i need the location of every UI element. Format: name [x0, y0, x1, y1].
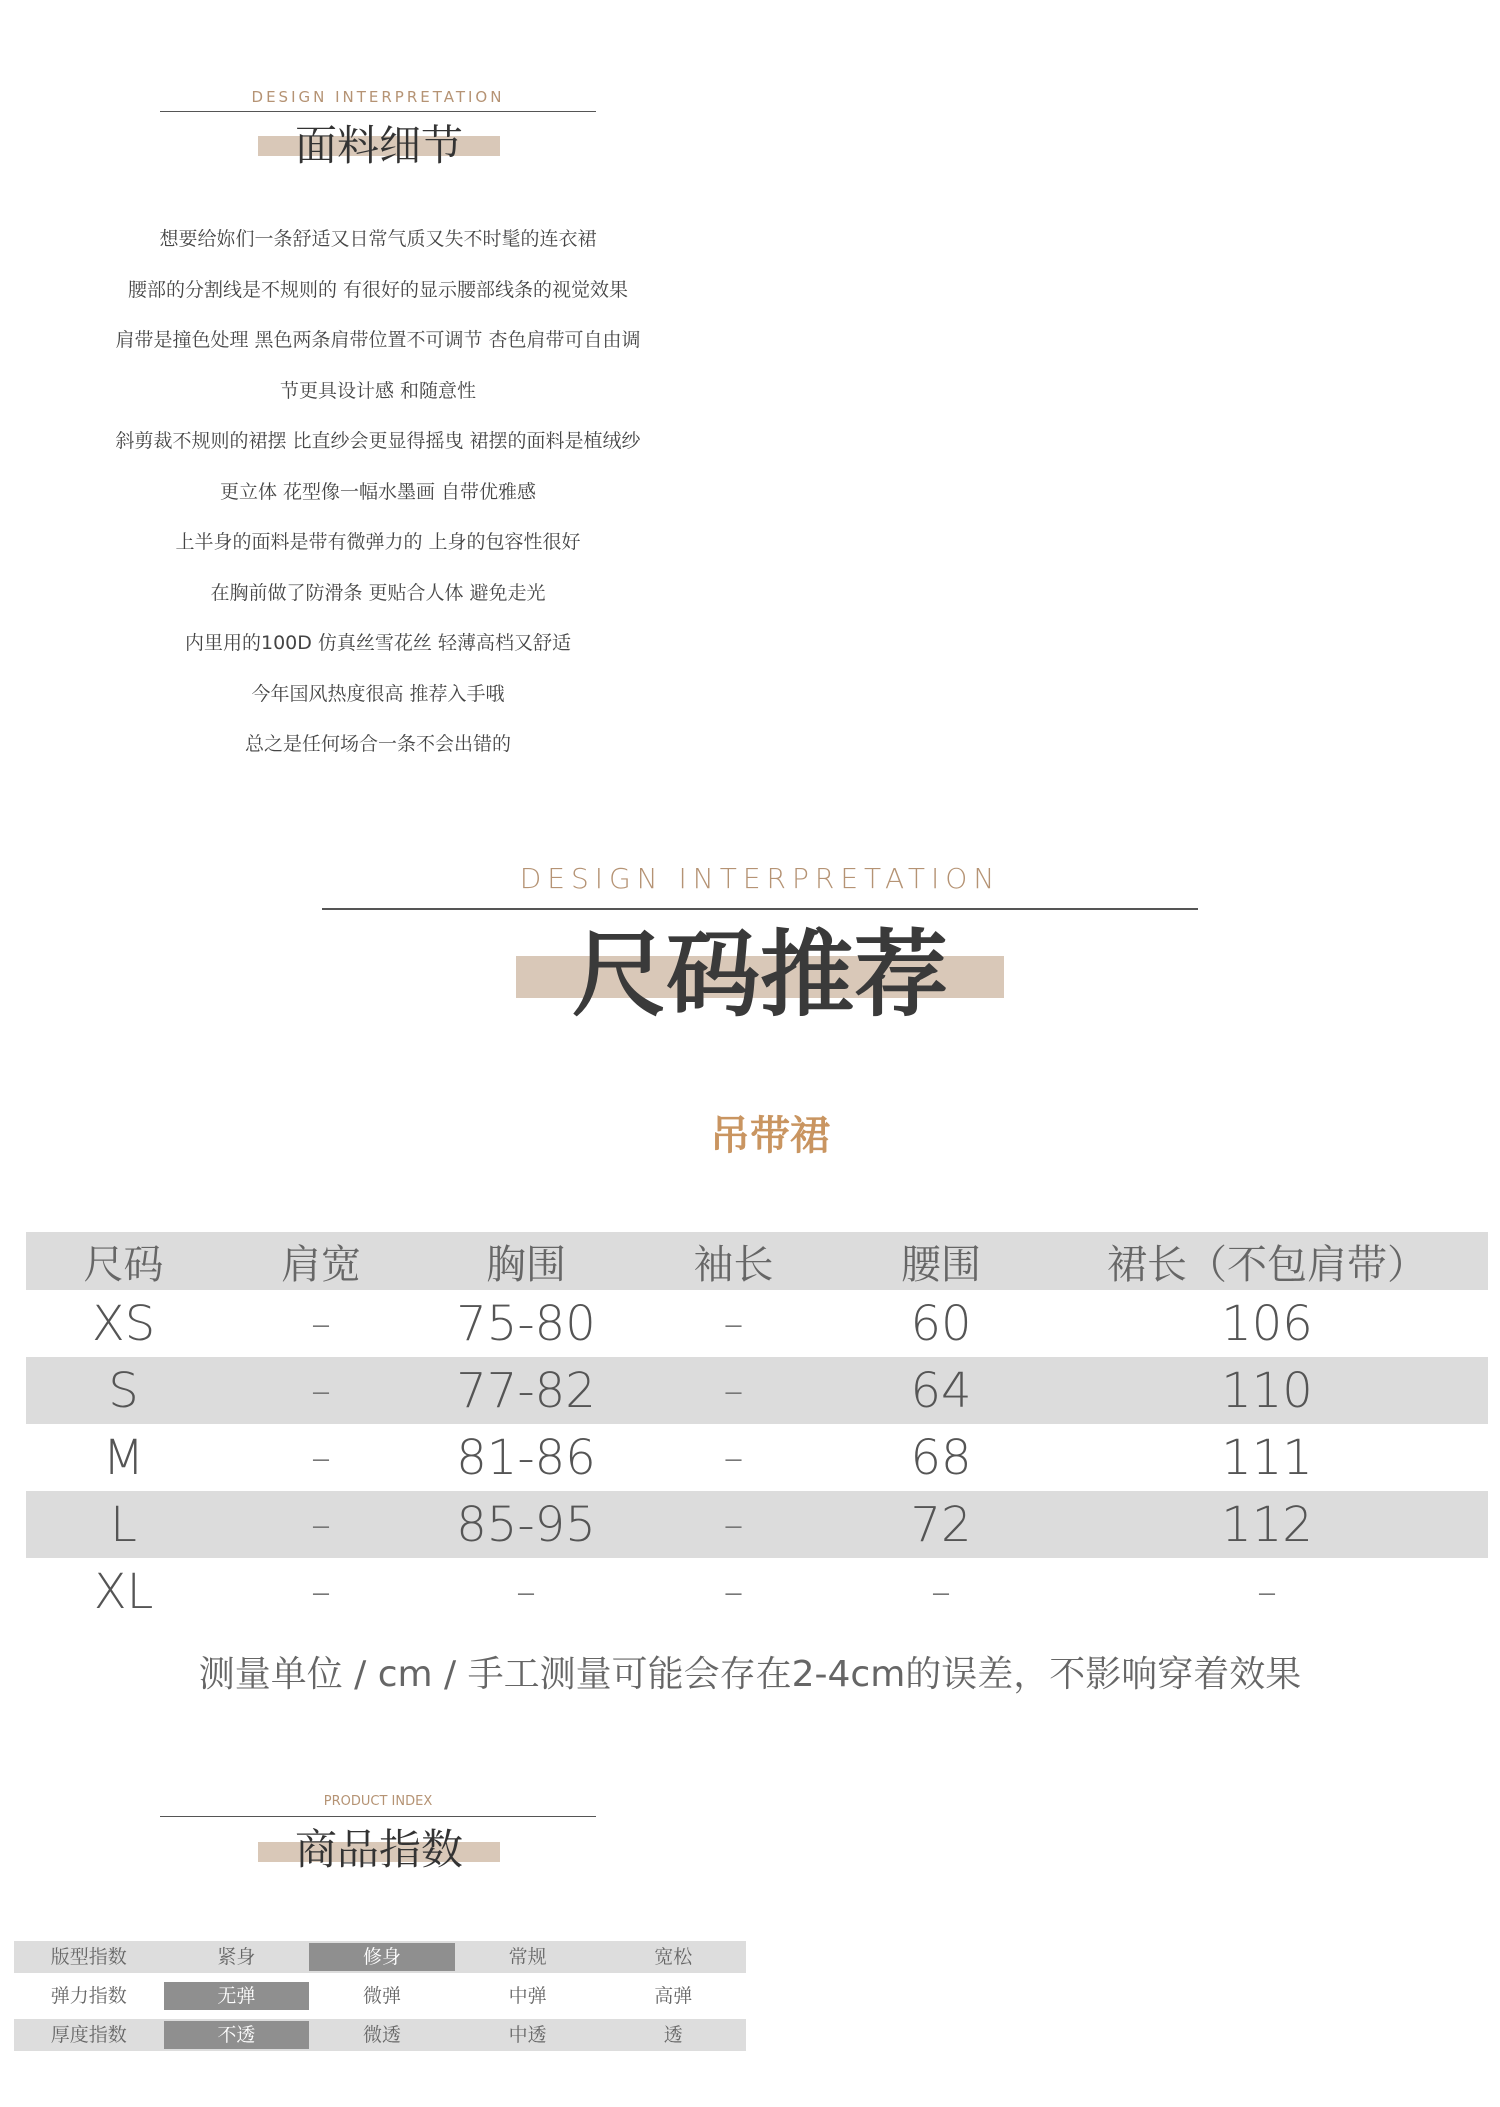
header-cell-sleeve: 袖长	[693, 1241, 774, 1288]
size-table-body	[26, 1290, 1488, 1625]
size-cell-length: 106	[1221, 1295, 1313, 1352]
size-cell-shoulder: –	[311, 1434, 331, 1481]
index-option: 常规	[508, 1946, 547, 1968]
header-cell-size: 尺码	[83, 1241, 164, 1288]
size-cell-bust: –	[516, 1568, 536, 1615]
size-cell-length: 110	[1221, 1362, 1313, 1419]
fabric-description-line: 今年国风热度很高 推荐入手哦	[251, 682, 505, 705]
index-title: 商品指数	[294, 1825, 463, 1874]
index-row-label: 弹力指数	[50, 1985, 127, 2007]
size-cell-shoulder: –	[311, 1568, 331, 1615]
size-cell-length: 112	[1221, 1496, 1313, 1553]
fabric-description-line: 更立体 花型像一幅水墨画 自带优雅感	[219, 480, 537, 503]
index-option-selected: 无弹	[164, 1982, 310, 2010]
index-kicker: PRODUCT INDEX	[323, 1794, 433, 1809]
size-row	[26, 1558, 1488, 1625]
size-row	[26, 1357, 1488, 1424]
size-cell-waist: 64	[910, 1362, 972, 1419]
fabric-description-line: 总之是任何场合一条不会出错的	[244, 733, 511, 755]
size-cell-size: L	[110, 1496, 137, 1553]
fabric-description-line: 斜剪裁不规则的裙摆 比直纱会更显得摇曳 裙摆的面料是植绒纱	[115, 430, 641, 452]
size-note: 测量单位 / cm / 手工测量可能会存在2-4cm的误差，不影响穿着效果	[198, 1654, 1302, 1695]
fabric-description-line: 腰部的分割线是不规则的 有很好的显示腰部线条的视觉效果	[127, 278, 629, 301]
size-cell-sleeve: –	[723, 1367, 744, 1414]
index-option: 中透	[508, 2024, 547, 2046]
size-row	[26, 1424, 1488, 1491]
fabric-description-line: 在胸前做了防滑条 更贴合人体 避免走光	[210, 581, 546, 604]
size-cell-waist: –	[931, 1568, 951, 1615]
header-cell-waist: 腰围	[901, 1241, 981, 1288]
size-cell-shoulder: –	[311, 1367, 331, 1414]
fabric-description-line: 节更具设计感 和随意性	[279, 379, 477, 402]
fabric-description-line: 上半身的面料是带有微弹力的 上身的包容性很好	[175, 531, 581, 553]
index-option: 微透	[363, 2024, 402, 2046]
size-subtitle: 吊带裙	[710, 1113, 830, 1159]
fabric-title: 面料细节	[294, 121, 463, 170]
index-option: 微弹	[363, 1985, 402, 2007]
fabric-description	[60, 222, 696, 778]
size-cell-size: XS	[91, 1295, 156, 1352]
index-option: 紧身	[217, 1946, 256, 1968]
size-cell-sleeve: –	[723, 1300, 744, 1347]
fabric-description-line: 内里用的100D 仿真丝雪花丝 轻薄高档又舒适	[185, 632, 571, 654]
index-divider	[160, 1816, 596, 1817]
size-cell-size: S	[108, 1362, 139, 1419]
index-row	[14, 1980, 746, 2012]
fabric-divider	[160, 111, 596, 112]
size-cell-shoulder: –	[311, 1501, 331, 1548]
index-row	[14, 2019, 746, 2051]
fabric-description-line: 肩带是撞色处理 黑色两条肩带位置不可调节 杏色肩带可自由调	[115, 329, 641, 351]
index-option: 高弹	[654, 1985, 693, 2007]
size-title: 尺码推荐	[571, 921, 948, 1030]
product-index-table	[14, 1941, 746, 2058]
size-row	[26, 1290, 1488, 1357]
size-cell-waist: 72	[910, 1496, 972, 1553]
header-cell-shoulder: 肩宽	[281, 1241, 361, 1288]
size-cell-size: XL	[93, 1563, 154, 1620]
size-cell-sleeve: –	[723, 1501, 744, 1548]
size-cell-bust: 85-95	[456, 1496, 596, 1553]
size-cell-bust: 77-82	[456, 1362, 596, 1419]
size-cell-sleeve: –	[723, 1568, 744, 1615]
fabric-kicker: DESIGN INTERPRETATION	[251, 88, 505, 106]
size-divider	[322, 908, 1198, 910]
header-cell-length: 裙长（不包肩带）	[1107, 1241, 1427, 1288]
size-cell-waist: 68	[910, 1429, 972, 1486]
index-option: 透	[663, 2024, 683, 2046]
size-table	[26, 1232, 1488, 1625]
size-cell-length: –	[1257, 1568, 1277, 1615]
size-cell-size: M	[102, 1429, 145, 1486]
index-row-label: 厚度指数	[50, 2024, 127, 2046]
index-row	[14, 1941, 746, 1973]
size-kicker: DESIGN INTERPRETATION	[519, 862, 1001, 895]
size-cell-length: 111	[1221, 1429, 1313, 1486]
size-cell-bust: 81-86	[456, 1429, 596, 1486]
index-option-selected: 修身	[309, 1943, 455, 1971]
size-cell-shoulder: –	[311, 1300, 331, 1347]
size-row	[26, 1491, 1488, 1558]
size-cell-waist: 60	[910, 1295, 972, 1352]
index-option: 宽松	[654, 1946, 693, 1968]
index-option: 中弹	[508, 1985, 547, 2007]
size-table-header	[26, 1232, 1488, 1290]
index-option-selected: 不透	[164, 2021, 310, 2049]
index-row-label: 版型指数	[50, 1946, 127, 1968]
size-cell-bust: 75-80	[456, 1295, 596, 1352]
header-cell-bust: 胸围	[486, 1241, 566, 1288]
size-cell-sleeve: –	[723, 1434, 744, 1481]
fabric-description-line: 想要给妳们一条舒适又日常气质又失不时髦的连衣裙	[159, 228, 597, 250]
